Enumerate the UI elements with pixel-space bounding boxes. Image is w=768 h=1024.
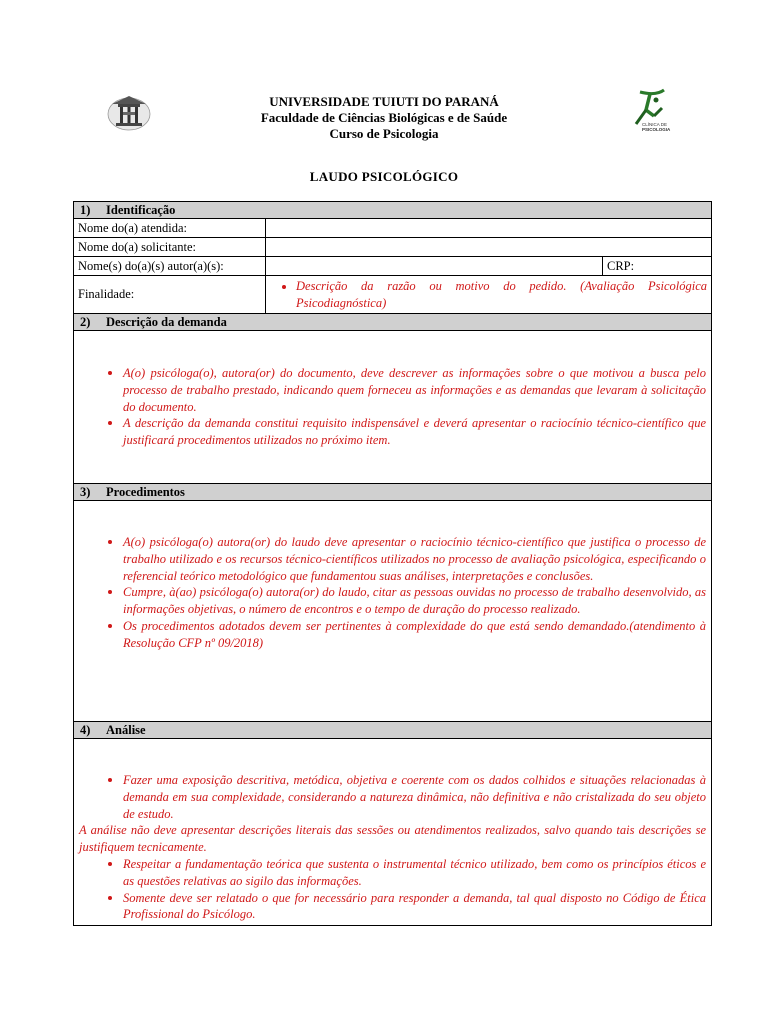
list-item: • A(o) psicóloga(o), autora(or) do documento, deve descrever as informações sobre o que motivou a busca pelo processo de trabalho prestado, indicando quem forneceu as informações e as demandas que levaram à solicitação do documento. — [123, 365, 706, 415]
section-procedimentos-header — [74, 484, 712, 501]
university-name: UNIVERSIDADE TUIUTI DO PARANÁ — [269, 94, 499, 109]
field-row-finalidade — [74, 276, 712, 314]
section-title: Identificação — [106, 202, 176, 217]
section-number: 3) — [80, 484, 91, 499]
field-label-crp: CRP: — [607, 258, 635, 273]
field-row-solicitante — [74, 238, 712, 257]
field-input-autores[interactable] — [266, 257, 603, 276]
section-demanda-body[interactable] — [74, 331, 712, 484]
section-demanda-header — [74, 314, 712, 331]
section-procedimentos-body-row — [74, 501, 712, 722]
field-input-solicitante[interactable] — [266, 238, 712, 257]
field-label-solicitante: Nome do(a) solicitante: — [74, 238, 266, 257]
list-item: • A descrição da demanda constitui requisito indispensável e deverá apresentar o raciocínio técnico-científico que justificará procedimentos utilizados no próximo item. — [123, 415, 706, 449]
finalidade-instruction: • Descrição da razão ou motivo do pedido. (Avaliação Psicológica Psicodiagnóstica) — [296, 278, 707, 311]
clinic-logo-text-1: CLÍNICA DE — [642, 122, 668, 127]
section-analise-body-row — [74, 739, 712, 926]
section-number: 1) — [80, 202, 91, 217]
analise-list-1 — [79, 772, 706, 822]
section-analise-body[interactable] — [74, 739, 712, 926]
section-title: Procedimentos — [106, 484, 185, 499]
faculty-name: Faculdade de Ciências Biológicas e de Saúde — [260, 110, 508, 125]
section-title: Análise — [106, 722, 146, 737]
section-number: 2) — [80, 314, 91, 329]
list-item: • Cumpre, à(ao) psicóloga(o) autora(or) do laudo, citar as pessoas ouvidas no processo de trabalho desenvolvido, as informações objetivas, o número de encontros e o tempo de duração do processo realizado. — [123, 584, 706, 618]
course-name: Curso de Psicologia — [329, 126, 439, 141]
analise-paragraph: A análise não deve apresentar descrições literais das sessões ou atendimentos realizados, salvo quando tais descrições se justifiquem tecnicamente. — [79, 823, 707, 855]
field-input-finalidade[interactable] — [266, 276, 712, 314]
field-label-finalidade: Finalidade: — [74, 276, 266, 314]
list-item: • A(o) psicóloga(o) autora(or) do laudo deve apresentar o raciocínio técnico-científico que justifica o processo de trabalho utilizado e os recursos técnico-científicos utilizados no processo de avaliação psicológica, especificando o referencial teórico metodológico que fundamentou suas análises, interpretações e conclusões. — [123, 534, 706, 584]
field-row-atendida — [74, 219, 712, 238]
section-analise-header — [74, 722, 712, 739]
list-item: • Os procedimentos adotados devem ser pertinentes à complexidade do que está sendo demandado.(atendimento à Resolução CFP nº 09/2018) — [123, 618, 706, 652]
field-crp[interactable] — [603, 257, 712, 276]
section-number: 4) — [80, 722, 91, 737]
list-item: • Respeitar a fundamentação teórica que sustenta o instrumental técnico utilizado, bem como os princípios éticos e as questões relativas ao sigilo das informações. — [123, 856, 706, 890]
document-header — [0, 94, 768, 142]
section-title: Descrição da demanda — [106, 314, 227, 329]
section-identificacao-header — [74, 202, 712, 219]
field-row-autores — [74, 257, 712, 276]
clinic-logo-text-2: PSICOLOGIA — [642, 127, 671, 132]
list-item: • Somente deve ser relatado o que for necessário para responder a demanda, tal qual disposto no Código de Ética Profissional do Psicólogo. — [123, 890, 706, 924]
analise-list-2 — [79, 856, 706, 923]
section-demanda-body-row — [74, 331, 712, 484]
document-title: LAUDO PSICOLÓGICO — [309, 169, 459, 184]
report-form — [73, 201, 712, 926]
field-label-autores: Nome(s) do(a)(s) autor(a)(s): — [74, 257, 266, 276]
field-input-atendida[interactable] — [266, 219, 712, 238]
field-label-atendida: Nome do(a) atendida: — [74, 219, 266, 238]
list-item: • Fazer uma exposição descritiva, metódica, objetiva e coerente com os dados colhidos e situações relacionadas à demanda em sua complexidade, considerando a natureza dinâmica, não definitiva e não cristalizada do seu objeto de estudo. — [123, 772, 706, 822]
procedimentos-list — [79, 534, 706, 652]
section-procedimentos-body[interactable] — [74, 501, 712, 722]
demanda-list — [79, 365, 706, 449]
